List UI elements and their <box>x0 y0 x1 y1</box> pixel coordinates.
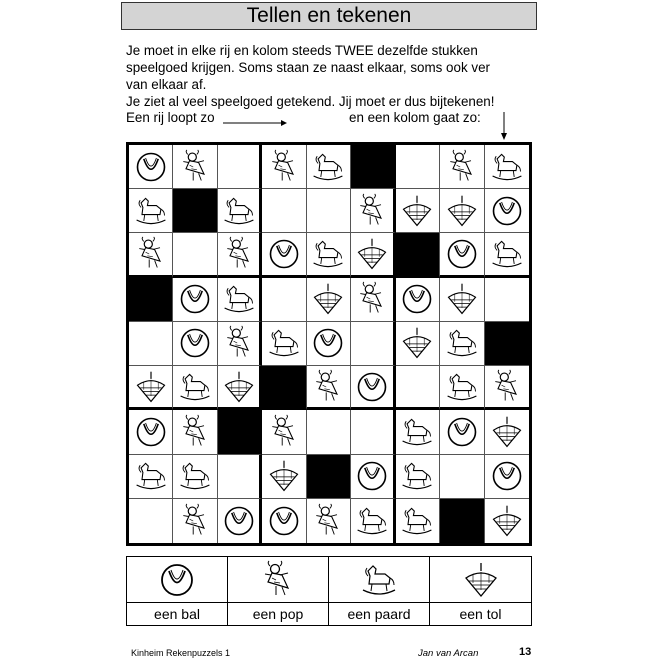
grid-cell-paard <box>129 455 173 499</box>
grid-cell-pop <box>262 145 306 189</box>
grid-cell-bal <box>351 366 395 410</box>
grid-cell-bal <box>173 278 217 322</box>
empty-cell[interactable] <box>307 410 351 454</box>
legend-picture <box>430 557 531 603</box>
pop-icon <box>177 503 213 539</box>
bal-icon <box>157 560 197 600</box>
grid-cell-paard <box>307 145 351 189</box>
grid-cell-bal <box>440 233 484 277</box>
puzzle-grid <box>126 142 532 546</box>
empty-cell[interactable] <box>218 455 262 499</box>
blocked-cell <box>218 410 262 454</box>
paard-icon <box>221 281 257 317</box>
book-title: Kinheim Rekenpuzzels 1 <box>131 648 231 658</box>
grid-cell-pop <box>307 366 351 410</box>
empty-cell[interactable] <box>351 322 395 366</box>
grid-cell-bal <box>485 455 529 499</box>
paard-icon <box>444 325 480 361</box>
grid-cell-paard <box>351 499 395 543</box>
grid-cell-paard <box>485 233 529 277</box>
tol-icon <box>461 560 501 600</box>
bal-icon <box>489 458 525 494</box>
grid-cell-tol <box>440 189 484 233</box>
legend-label: een pop <box>228 603 329 625</box>
grid-cell-tol <box>485 499 529 543</box>
paard-icon <box>177 369 213 405</box>
grid-cell-pop <box>307 499 351 543</box>
grid-cell-paard <box>218 189 262 233</box>
empty-cell[interactable] <box>173 233 217 277</box>
pop-icon <box>310 369 346 405</box>
grid-cell-pop <box>262 410 306 454</box>
pop-icon <box>354 193 390 229</box>
tol-icon <box>221 369 257 405</box>
blocked-cell <box>173 189 217 233</box>
empty-cell[interactable] <box>485 278 529 322</box>
grid-cell-paard <box>218 278 262 322</box>
empty-cell[interactable] <box>396 366 440 410</box>
grid-cell-paard <box>262 322 306 366</box>
instruction-line: Je moet in elke rij en kolom steeds TWEE dezelfde stukken <box>126 43 478 58</box>
grid-cell-tol <box>262 455 306 499</box>
pop-icon <box>221 325 257 361</box>
grid-cell-tol <box>440 278 484 322</box>
toy-legend <box>126 556 532 626</box>
grid-cell-paard <box>129 189 173 233</box>
blocked-cell <box>262 366 306 410</box>
grid-cell-bal <box>262 499 306 543</box>
paard-icon <box>399 458 435 494</box>
grid-cell-tol <box>218 366 262 410</box>
row-example-text: Een rij loopt zo <box>126 110 215 125</box>
bal-icon <box>399 281 435 317</box>
bal-icon <box>354 458 390 494</box>
grid-cell-pop <box>440 145 484 189</box>
legend-label: een bal <box>127 603 228 625</box>
pop-icon <box>266 149 302 185</box>
empty-cell[interactable] <box>218 145 262 189</box>
grid-cell-pop <box>173 410 217 454</box>
instructions <box>126 42 546 110</box>
empty-cell[interactable] <box>396 145 440 189</box>
tol-icon <box>399 193 435 229</box>
grid-cell-bal <box>485 189 529 233</box>
grid-cell-pop <box>351 189 395 233</box>
blocked-cell <box>396 233 440 277</box>
bal-icon <box>266 236 302 272</box>
right-arrow-icon <box>223 119 287 127</box>
paard-icon <box>133 458 169 494</box>
grid-cell-pop <box>351 278 395 322</box>
blocked-cell <box>440 499 484 543</box>
empty-cell[interactable] <box>307 189 351 233</box>
blocked-cell <box>485 322 529 366</box>
tol-icon <box>489 503 525 539</box>
pop-icon <box>354 281 390 317</box>
blocked-cell <box>129 278 173 322</box>
legend-picture <box>329 557 430 603</box>
pop-icon <box>177 414 213 450</box>
grid-cell-pop <box>485 366 529 410</box>
grid-cell-paard <box>440 322 484 366</box>
instruction-line: speelgoed krijgen. Soms staan ze naast elkaar, soms ook ver <box>126 60 490 75</box>
grid-cell-paard <box>396 499 440 543</box>
bal-icon <box>221 503 257 539</box>
empty-cell[interactable] <box>129 322 173 366</box>
grid-cell-paard <box>396 410 440 454</box>
empty-cell[interactable] <box>351 410 395 454</box>
pop-icon <box>266 414 302 450</box>
bal-icon <box>444 236 480 272</box>
grid-cell-bal <box>262 233 306 277</box>
instruction-line: van elkaar af. <box>126 77 207 92</box>
paard-icon <box>133 193 169 229</box>
tol-icon <box>266 458 302 494</box>
grid-cell-pop <box>218 322 262 366</box>
empty-cell[interactable] <box>262 278 306 322</box>
tol-icon <box>444 281 480 317</box>
down-arrow-icon <box>499 112 509 140</box>
empty-cell[interactable] <box>129 499 173 543</box>
grid-cell-bal <box>307 322 351 366</box>
empty-cell[interactable] <box>262 189 306 233</box>
pop-icon <box>133 236 169 272</box>
grid-cell-pop <box>173 145 217 189</box>
grid-cell-bal <box>396 278 440 322</box>
paard-icon <box>489 149 525 185</box>
paard-icon <box>359 560 399 600</box>
grid-cell-bal <box>129 145 173 189</box>
grid-cell-paard <box>173 366 217 410</box>
tol-icon <box>444 193 480 229</box>
legend-label: een tol <box>459 606 502 622</box>
column-example-text: en een kolom gaat zo: <box>349 110 481 125</box>
paard-icon <box>266 325 302 361</box>
legend-picture <box>228 557 329 603</box>
grid-cell-paard <box>485 145 529 189</box>
instruction-line: Je ziet al veel speelgoed getekend. Jij moet er dus bijtekenen! <box>126 94 495 109</box>
grid-cell-paard <box>440 366 484 410</box>
blocked-cell <box>351 145 395 189</box>
paard-icon <box>444 369 480 405</box>
grid-cell-bal <box>351 455 395 499</box>
grid-cell-bal <box>173 322 217 366</box>
grid-cell-paard <box>396 455 440 499</box>
paard-icon <box>354 503 390 539</box>
grid-cell-bal <box>129 410 173 454</box>
pop-icon <box>258 560 298 600</box>
bal-icon <box>133 414 169 450</box>
pop-icon <box>310 503 346 539</box>
paard-icon <box>489 236 525 272</box>
paard-icon <box>221 193 257 229</box>
pop-icon <box>177 149 213 185</box>
grid-cell-tol <box>307 278 351 322</box>
grid-cell-paard <box>307 233 351 277</box>
tol-icon <box>399 325 435 361</box>
paard-icon <box>177 458 213 494</box>
bal-icon <box>354 369 390 405</box>
grid-cell-tol <box>396 322 440 366</box>
legend-picture <box>127 557 228 603</box>
pop-icon <box>444 149 480 185</box>
paard-icon <box>399 414 435 450</box>
bal-icon <box>177 325 213 361</box>
legend-label: een paard <box>329 603 430 625</box>
author-name: Jan van Arcan <box>418 648 479 659</box>
grid-cell-pop <box>173 499 217 543</box>
pop-icon <box>221 236 257 272</box>
bal-icon <box>444 414 480 450</box>
page-title: Tellen en tekenen <box>121 2 537 30</box>
grid-cell-pop <box>218 233 262 277</box>
pop-icon <box>489 369 525 405</box>
grid-cell-tol <box>485 410 529 454</box>
tol-icon <box>133 369 169 405</box>
bal-icon <box>133 149 169 185</box>
page-number: 13 <box>519 646 532 658</box>
bal-icon <box>489 193 525 229</box>
grid-cell-tol <box>129 366 173 410</box>
grid-cell-tol <box>396 189 440 233</box>
grid-cell-tol <box>351 233 395 277</box>
grid-cell-bal <box>440 410 484 454</box>
bal-icon <box>177 281 213 317</box>
grid-cell-bal <box>218 499 262 543</box>
paard-icon <box>310 149 346 185</box>
tol-icon <box>310 281 346 317</box>
empty-cell[interactable] <box>440 455 484 499</box>
bal-icon <box>310 325 346 361</box>
bal-icon <box>266 503 302 539</box>
grid-cell-paard <box>173 455 217 499</box>
grid-cell-pop <box>129 233 173 277</box>
paard-icon <box>399 503 435 539</box>
tol-icon <box>489 414 525 450</box>
blocked-cell <box>307 455 351 499</box>
tol-icon <box>354 236 390 272</box>
paard-icon <box>310 236 346 272</box>
